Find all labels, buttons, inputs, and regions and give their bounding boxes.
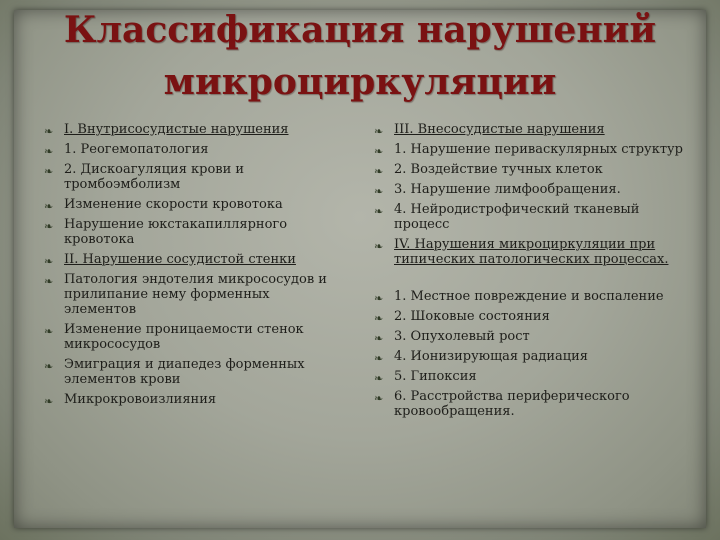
bullet-icon: ❧ [44, 220, 54, 233]
bullet-icon: ❧ [44, 125, 54, 138]
list-gap [374, 272, 686, 289]
list-item [374, 237, 686, 267]
list-item-text: III. Внесосудистые нарушения [394, 122, 605, 137]
right-column-top-list [374, 122, 686, 267]
bullet-icon: ❧ [374, 240, 384, 253]
list-item [44, 162, 344, 192]
list-item-text: 1. Местное повреждение и воспаление [394, 289, 664, 304]
list-item-text: IV. Нарушения микроциркуляции при типических патологических процессах. [394, 237, 669, 267]
list-item [44, 197, 344, 212]
bullet-icon: ❧ [374, 125, 384, 138]
list-item [44, 392, 344, 407]
list-item-text: 4. Ионизирующая радиация [394, 349, 588, 364]
list-item [44, 322, 344, 352]
right-column [374, 122, 686, 424]
list-item [374, 289, 686, 304]
bullet-icon: ❧ [44, 325, 54, 338]
list-item [374, 309, 686, 324]
bullet-icon: ❧ [374, 185, 384, 198]
list-item [374, 162, 686, 177]
list-item [44, 217, 344, 247]
bullet-icon: ❧ [374, 205, 384, 218]
list-item [374, 389, 686, 419]
title-line-1: Классификация нарушений [63, 9, 657, 51]
list-item-text: II. Нарушение сосудистой стенки [64, 252, 296, 267]
list-item-text: 2. Шоковые состояния [394, 309, 550, 324]
bullet-icon: ❧ [44, 360, 54, 373]
bullet-icon: ❧ [374, 165, 384, 178]
list-item [374, 142, 686, 157]
bullet-icon: ❧ [374, 332, 384, 345]
list-item-text: Изменение скорости кровотока [64, 197, 283, 212]
list-item-text: Патология эндотелия микрососудов и прилипание нему форменных элементов [64, 272, 327, 317]
list-item [374, 329, 686, 344]
list-item [374, 122, 686, 137]
list-item [44, 142, 344, 157]
list-item [44, 252, 344, 267]
right-column-bottom-list [374, 289, 686, 419]
title-line-2: микроциркуляции [163, 61, 557, 103]
list-item-text: 1. Нарушение периваскулярных структур [394, 142, 683, 157]
list-item-text: Эмиграция и диапедез форменных элементов крови [64, 357, 305, 387]
list-item [374, 369, 686, 384]
list-item [374, 349, 686, 364]
list-item-text: 2. Дискоагуляция крови и тромбоэмболизм [64, 162, 245, 192]
bullet-icon: ❧ [374, 292, 384, 305]
list-item-text: I. Внутрисосудистые нарушения [64, 122, 289, 137]
list-item-text: 2. Воздействие тучных клеток [394, 162, 603, 177]
list-item-text: 1. Реогемопатология [64, 142, 209, 157]
list-item-text: Нарушение юкстакапиллярного кровотока [64, 217, 288, 247]
list-item [44, 357, 344, 387]
bullet-icon: ❧ [44, 165, 54, 178]
bullet-icon: ❧ [374, 312, 384, 325]
bullet-icon: ❧ [44, 200, 54, 213]
list-item-text: 4. Нейродистрофический тканевый процесс [394, 202, 640, 232]
left-column [44, 122, 344, 412]
bullet-icon: ❧ [374, 372, 384, 385]
list-item-text: Изменение проницаемости стенок микрососудов [64, 322, 304, 352]
bullet-icon: ❧ [374, 145, 384, 158]
list-item-text: 3. Нарушение лимфообращения. [394, 182, 621, 197]
list-item [44, 122, 344, 137]
list-item [374, 202, 686, 232]
list-item [374, 182, 686, 197]
bullet-icon: ❧ [44, 395, 54, 408]
list-item-text: 5. Гипоксия [394, 369, 477, 384]
list-item-text: Микрокровоизлияния [64, 392, 217, 407]
slide-title [0, 4, 720, 108]
list-item-text: 6. Расстройства периферического кровообращения. [394, 389, 630, 419]
bullet-icon: ❧ [374, 392, 384, 405]
list-item-text: 3. Опухолевый рост [394, 329, 530, 344]
bullet-icon: ❧ [44, 275, 54, 288]
list-item [44, 272, 344, 317]
bullet-icon: ❧ [44, 145, 54, 158]
bullet-icon: ❧ [44, 255, 54, 268]
bullet-icon: ❧ [374, 352, 384, 365]
